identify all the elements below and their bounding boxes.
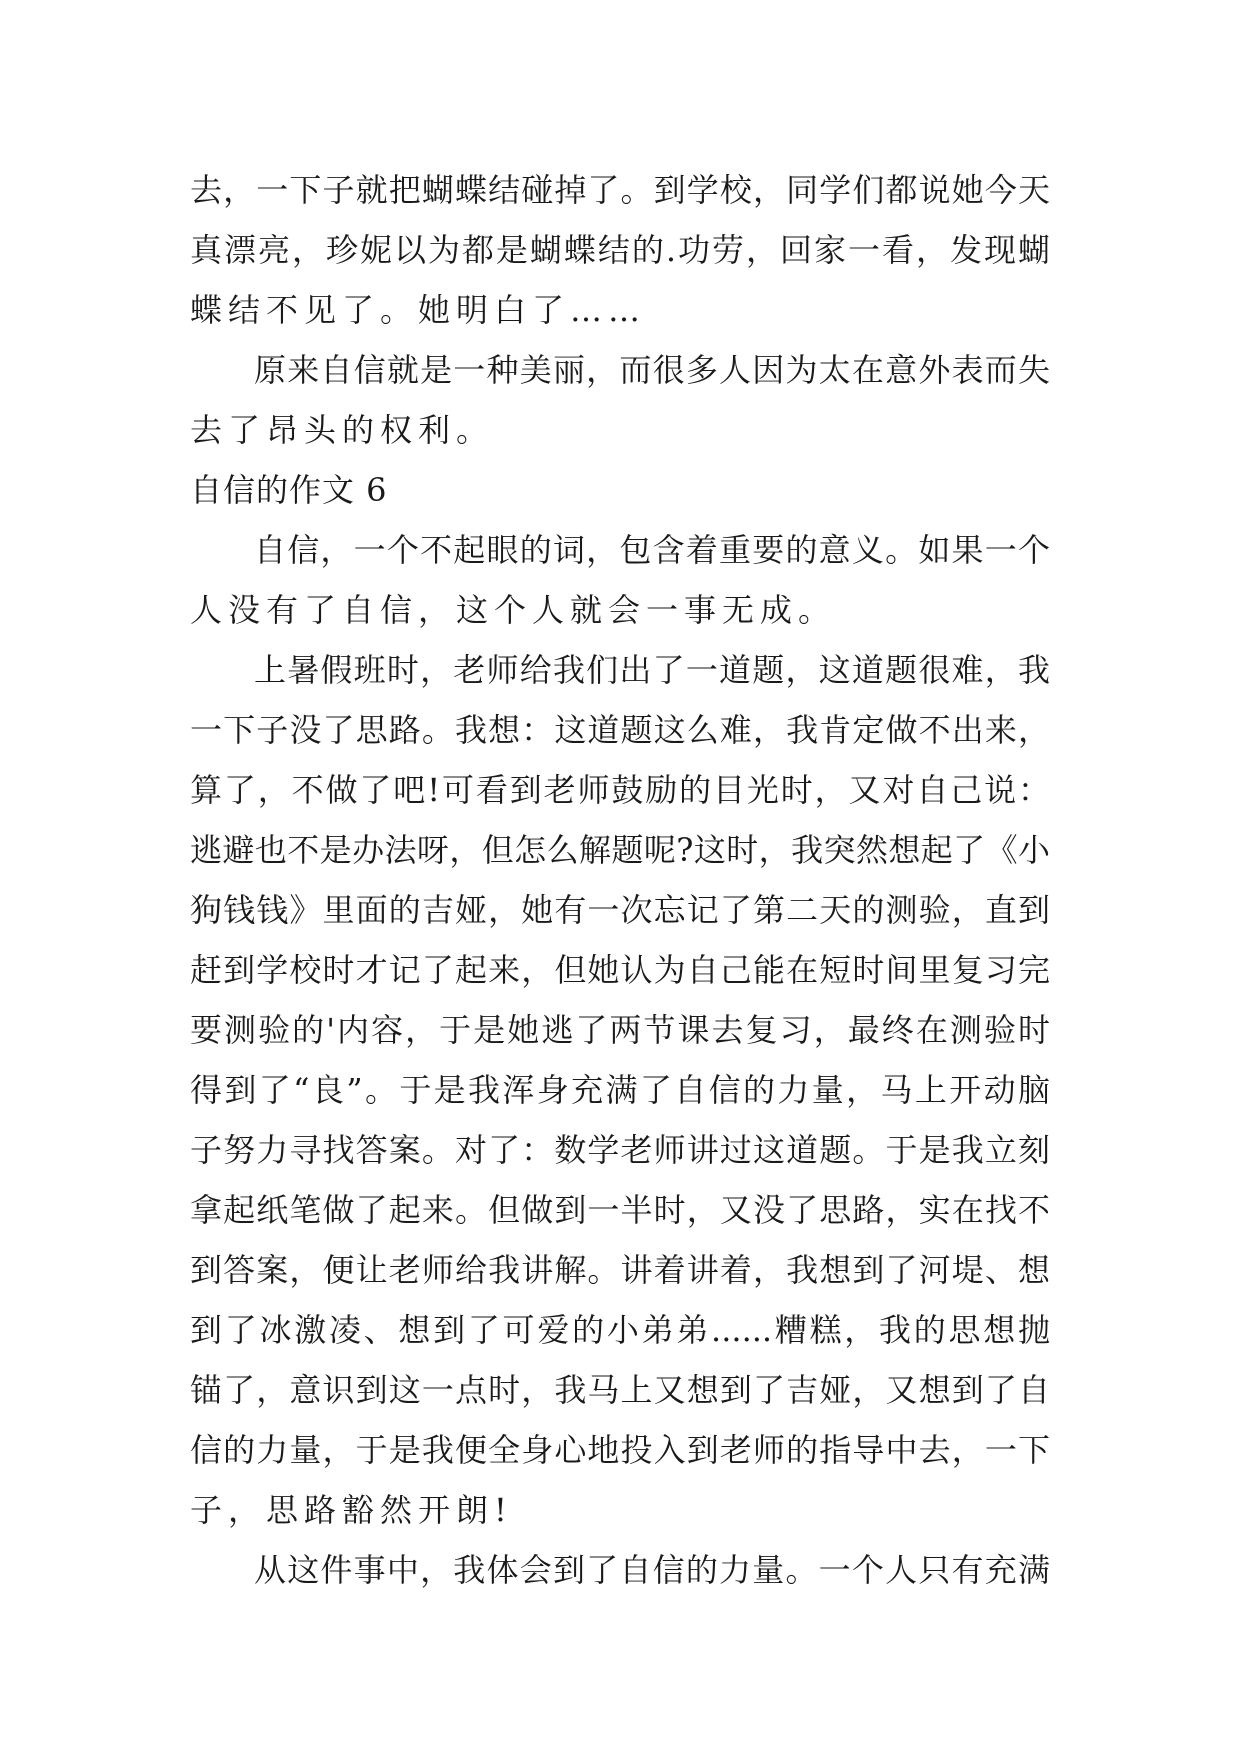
text-line: 要测验的'内容，于是她逃了两节课去复习，最终在测验时	[190, 1011, 1050, 1049]
text-line: 锚了，意识到这一点时，我马上又想到了吉娅，又想到了自	[190, 1371, 1050, 1409]
text-line: 得到了“良”。于是我浑身充满了自信的力量，马上开动脑	[190, 1071, 1050, 1109]
text-line: 算了，不做了吧!可看到老师鼓励的目光时，又对自己说：	[190, 771, 1050, 809]
text-line: 拿起纸笔做了起来。但做到一半时，又没了思路，实在找不	[190, 1191, 1050, 1229]
text-line: 从这件事中，我体会到了自信的力量。一个人只有充满	[254, 1551, 1050, 1589]
text-line: 一下子没了思路。我想：这道题这么难，我肯定做不出来，	[190, 711, 1050, 749]
document-body	[190, 160, 1050, 1600]
text-line: 赶到学校时才记了起来，但她认为自己能在短时间里复习完	[190, 951, 1050, 989]
text-line: 逃避也不是办法呀，但怎么解题呢?这时，我突然想起了《小	[190, 831, 1050, 869]
text-line: 去，一下子就把蝴蝶结碰掉了。到学校，同学们都说她今天	[190, 171, 1050, 209]
text-line: 子，思路豁然开朗!	[190, 1491, 513, 1529]
text-line: 蝶结不见了。她明白了……	[190, 291, 647, 329]
text-line: 真漂亮，珍妮以为都是蝴蝶结的.功劳，回家一看，发现蝴	[190, 231, 1050, 269]
text-line: 到了冰激凌、想到了可爱的小弟弟......糟糕，我的思想抛	[190, 1311, 1050, 1349]
text-line: 人没有了自信，这个人就会一事无成。	[190, 591, 837, 629]
text-line: 原来自信就是一种美丽，而很多人因为太在意外表而失	[254, 351, 1050, 389]
section-title: 自信的作文 6	[190, 471, 388, 509]
text-line: 狗钱钱》里面的吉娅，她有一次忘记了第二天的测验，直到	[190, 891, 1050, 929]
text-line: 上暑假班时，老师给我们出了一道题，这道题很难，我	[254, 651, 1050, 689]
text-line: 到答案，便让老师给我讲解。讲着讲着，我想到了河堤、想	[190, 1251, 1050, 1289]
text-line: 去了昂头的权利。	[190, 411, 495, 449]
text-line: 自信，一个不起眼的词，包含着重要的意义。如果一个	[254, 531, 1050, 569]
text-line: 信的力量，于是我便全身心地投入到老师的指导中去，一下	[190, 1431, 1050, 1469]
text-line: 子努力寻找答案。对了：数学老师讲过这道题。于是我立刻	[190, 1131, 1050, 1169]
